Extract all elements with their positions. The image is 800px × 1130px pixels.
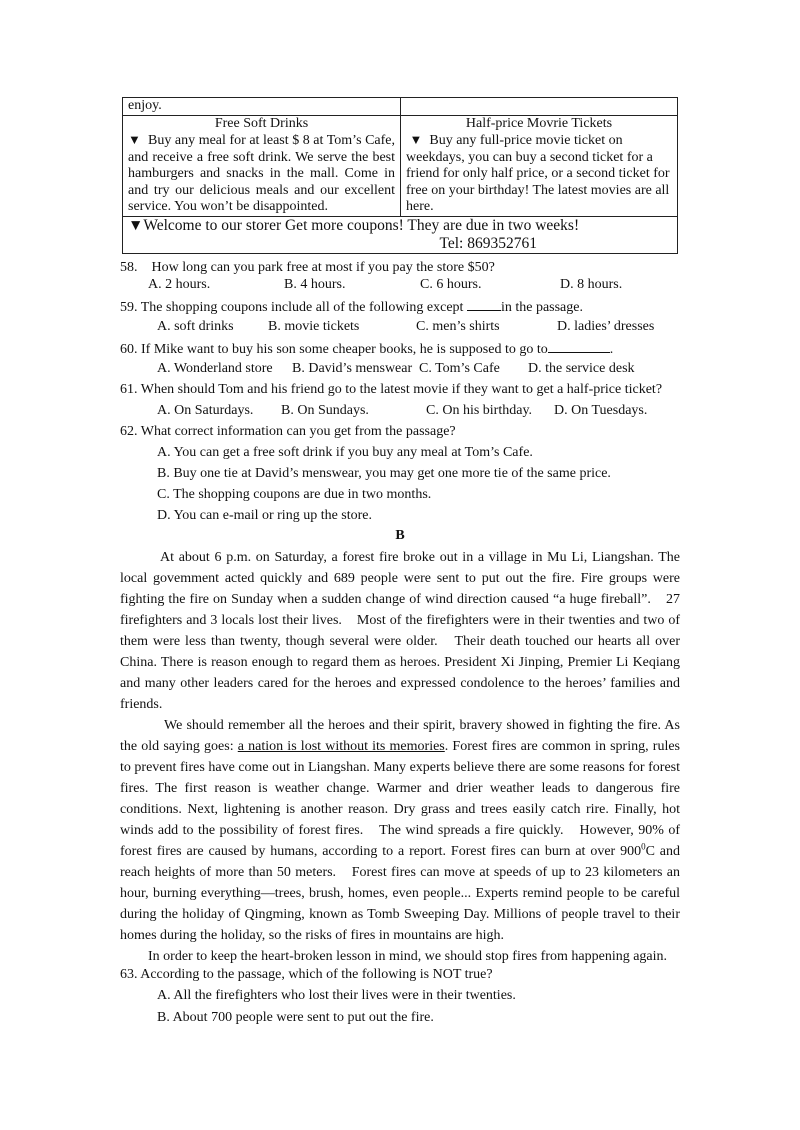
footer-tel: Tel: 869352761 bbox=[439, 234, 537, 252]
coupon-table bbox=[122, 97, 678, 254]
option-c: C. Tom’s Cafe bbox=[419, 361, 500, 376]
paragraph-2: We should remember all the heroes and their spirit, bravery showed in fighting the fire. As the old saying goes: a nation is lost without its memories. Forest fires are common in spring, rules to prevent fires have come out in Liangshan. Many experts believe there are some reasons for forest fires. The first reason is weather change. Warmer and drier weather leads to dangerous fire conditions. Next, lightening is another reason. Dry grass and trees easily catch rire. Finally, hot winds add to the possibility of forest fires. The wind spreads a fire quickly. However, 90% of forest fires are caused by humans, according to a report. Forest fires can burn at over $900^0C$ and reach heights of more than 50 meters. Forest fires can move at speeds of up to 23 kilometers an hour, burning everything—trees, brush, homes, even people... Experts remind people to be careful during the holiday of Qingming, known as Tomb Sweeping Day. Millions of people travel to their homes during the holiday, so the risks of fires in mountains are high. bbox=[120, 718, 680, 943]
option-d: D. the service desk bbox=[528, 361, 635, 376]
option-a: A. On Saturdays. bbox=[157, 403, 254, 418]
option-a: A. 2 hours. bbox=[148, 277, 211, 292]
option-c: C. The shopping coupons are due in two months. bbox=[157, 487, 432, 502]
coupon-title: Free Soft Drinks bbox=[214, 115, 309, 131]
question-62: 62. What correct information can you get from the passage? bbox=[120, 424, 456, 439]
table-row bbox=[123, 115, 678, 216]
option-c: C. On his birthday. bbox=[426, 403, 533, 418]
question-59: 59. The shopping coupons include all of the following except in the passage. bbox=[120, 300, 583, 315]
question-60: 60. If Mike want to buy his son some cheaper books, he is supposed to go to . bbox=[120, 342, 614, 357]
option-b: B. David’s menswear bbox=[292, 361, 413, 376]
option-c: C. men’s shirts bbox=[416, 319, 500, 334]
option-b: B. On Sundays. bbox=[281, 403, 369, 418]
answer-blank bbox=[467, 298, 501, 311]
option-a: A. soft drinks bbox=[157, 319, 234, 334]
footer-text: ▼Welcome to our storer Get more coupons! They are due in two weeks! bbox=[128, 216, 580, 234]
option-a: A. All the firefighters who lost their lives were in their twenties. bbox=[157, 988, 516, 1003]
table-cell-enjoy: enjoy. bbox=[123, 98, 401, 116]
degree-superscript: 0 bbox=[641, 841, 646, 852]
option-a: A. You can get a free soft drink if you buy any meal at Tom’s Cafe. bbox=[157, 445, 533, 460]
coupon-footer bbox=[123, 216, 678, 253]
option-b: B. About 700 people were sent to put out the fire. bbox=[157, 1010, 434, 1025]
option-b: B. movie tickets bbox=[268, 319, 360, 334]
option-d: D. On Tuesdays. bbox=[554, 403, 648, 418]
option-d: D. 8 hours. bbox=[560, 277, 623, 292]
coupon-title: Half-price Movrie Tickets bbox=[465, 115, 613, 131]
coupon-text: ▼ Buy any full-price movie ticket on weekdays, you can buy a second ticket for a friend for only half price, or a second ticket for free on your birthday! The latest movies are all here. bbox=[406, 132, 670, 214]
question-63: 63. According to the passage, which of the following is NOT true? bbox=[120, 967, 493, 982]
question-61: 61. When should Tom and his friend go to the latest movie if they want to get a half-price ticket? bbox=[120, 382, 663, 397]
option-d: D. You can e-mail or ring up the store. bbox=[157, 508, 373, 523]
question-58: 58. How long can you park free at most if you pay the store $50? bbox=[120, 260, 495, 275]
section-heading-b: B bbox=[395, 528, 405, 543]
underlined-phrase: a nation is lost without its memories bbox=[237, 739, 445, 754]
triangle-icon: ▼ bbox=[409, 132, 423, 147]
free-soft-drinks-coupon bbox=[123, 115, 401, 216]
option-d: D. ladies’ dresses bbox=[557, 319, 655, 334]
triangle-icon: ▼ bbox=[128, 132, 141, 147]
paragraph-3: In order to keep the heart-broken lesson in mind, we should stop fires from happening again. bbox=[148, 949, 668, 964]
option-c: C. 6 hours. bbox=[420, 277, 482, 292]
table-cell-empty bbox=[401, 98, 678, 116]
coupon-text: ▼ Buy any meal for at least $ 8 at Tom’s Cafe, and receive a free soft drink. We serve the best hamburgers and snacks in the mall. Come in and try our delicious meals and our excellent service. You won’t be disappointed. bbox=[128, 132, 395, 214]
option-b: B. 4 hours. bbox=[284, 277, 346, 292]
table-row bbox=[123, 98, 678, 116]
half-price-movie-coupon bbox=[401, 115, 678, 216]
option-b: B. Buy one tie at David’s menswear, you may get one more tie of the same price. bbox=[157, 466, 611, 481]
paragraph-1: At about 6 p.m. on Saturday, a forest fire broke out in a village in Mu Li, Liangshan. The local govemment acted quickly and 689 people were sent to put out the fire. Fire groups were fighting the fire on Sunday when a sudden change of wind direction caused “a huge fireball”. 27 firefighters and 3 locals lost their lives. Most of the firefighters were in their twenties and two of them were less than twenty, though several were older. Their death touched our hearts all over China. There is reason enough to regard them as heroes. President Xi Jinping, Premier Li Keqiang and many other leaders cared for the heroes and expressed condolence to the heroes’ families and friends. bbox=[120, 550, 680, 712]
option-a: A. Wonderland store bbox=[157, 361, 273, 376]
table-row bbox=[123, 216, 678, 253]
answer-blank bbox=[548, 340, 610, 353]
passage-b bbox=[120, 547, 680, 967]
